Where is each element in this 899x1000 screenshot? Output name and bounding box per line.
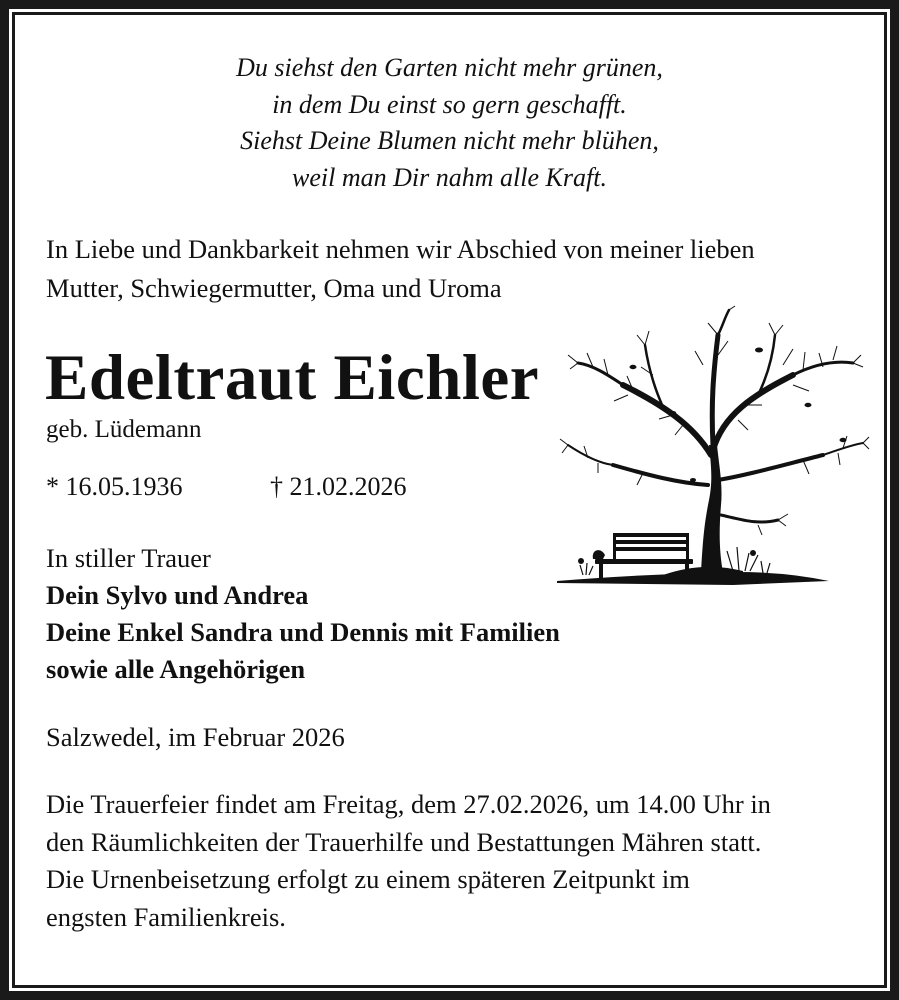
- intro-line: In Liebe und Dankbarkeit nehmen wir Abschied von meiner lieben: [46, 234, 755, 264]
- poem-line: Du siehst den Garten nicht mehr grünen,: [236, 53, 663, 82]
- poem-line: Siehst Deine Blumen nicht mehr blühen,: [240, 126, 659, 155]
- death-date: † 21.02.2026: [270, 472, 407, 501]
- birth-name: geb. Lüdemann: [46, 416, 202, 443]
- mourner-line: Dein Sylvo und Andrea: [46, 580, 309, 610]
- service-info: [46, 786, 866, 936]
- birth-date: * 16.05.1936: [46, 472, 183, 501]
- poem: [0, 50, 899, 196]
- mourners: [46, 540, 560, 688]
- farewell-intro: [46, 230, 866, 308]
- deceased-name: Edeltraut Eichler: [45, 342, 540, 414]
- intro-line: Mutter, Schwiegermutter, Oma und Uroma: [46, 273, 502, 303]
- tree-with-bench-icon: [553, 305, 873, 595]
- service-line: engsten Familienkreis.: [46, 901, 286, 932]
- service-line: den Räumlichkeiten der Trauerhilfe und Bestattungen Mähren statt.: [46, 826, 762, 857]
- poem-line: in dem Du einst so gern geschafft.: [272, 89, 627, 119]
- mourner-line: Deine Enkel Sandra und Dennis mit Familien: [46, 617, 560, 647]
- service-line: Die Urnenbeisetzung erfolgt zu einem späteren Zeitpunkt im: [46, 864, 690, 894]
- life-dates: [46, 472, 407, 502]
- mourner-line: sowie alle Angehörigen: [46, 654, 306, 684]
- mourners-intro: In stiller Trauer: [46, 543, 211, 573]
- poem-line: weil man Dir nahm alle Kraft.: [292, 162, 607, 192]
- place-and-date: Salzwedel, im Februar 2026: [46, 722, 345, 752]
- service-line: Die Trauerfeier findet am Freitag, dem 27.02.2026, um 14.00 Uhr in: [46, 789, 771, 819]
